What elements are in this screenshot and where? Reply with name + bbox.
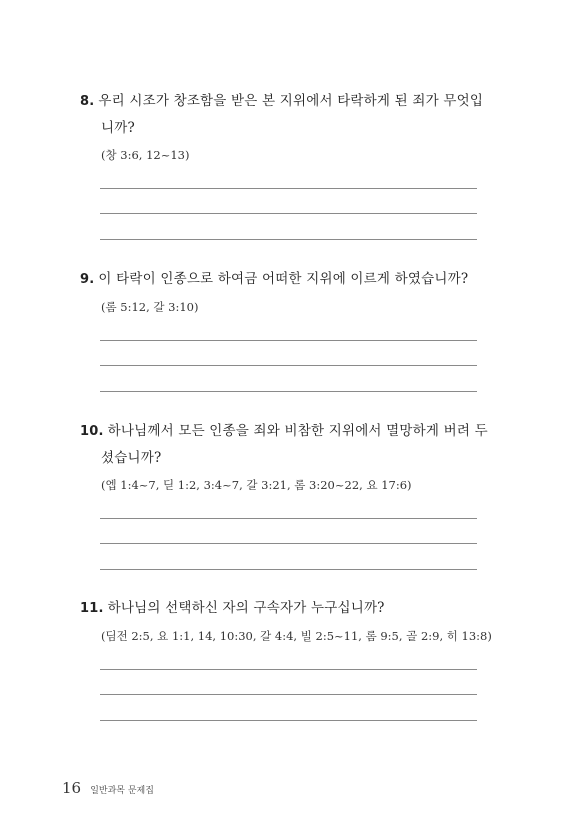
question-line: 하나님의 선택하신 자의 구속자가 누구십니까? — [107, 600, 385, 616]
question-text — [80, 418, 488, 445]
question-text — [80, 266, 480, 293]
answer-line[interactable] — [100, 720, 477, 721]
question-text-continued: 셨습니까? — [101, 450, 162, 466]
question-number: 8. — [80, 94, 95, 109]
scripture-reference: (엡 1:4~7, 딛 1:2, 3:4~7, 갈 3:21, 롬 3:20~22, 요 17:6) — [101, 478, 412, 492]
question-line: 우리 시조가 창조함을 받은 본 지위에서 타락하게 된 죄가 무엇입 — [98, 93, 484, 109]
scripture-reference: (롬 5:12, 갈 3:10) — [101, 300, 199, 314]
answer-line[interactable] — [100, 391, 477, 392]
answer-line[interactable] — [100, 669, 477, 670]
scripture-reference: (딤전 2:5, 요 1:1, 14, 10:30, 갈 4:4, 빌 2:5~11, 롬 9:5, 골 2:9, 히 13:8) — [101, 629, 492, 643]
answer-line[interactable] — [100, 518, 477, 519]
answer-line[interactable] — [100, 543, 477, 544]
answer-line[interactable] — [100, 569, 477, 570]
answer-line[interactable] — [100, 340, 477, 341]
question-line: 이 타락이 인종으로 하여금 어떠한 지위에 이르게 하였습니까? — [98, 271, 469, 287]
question-10 — [80, 418, 488, 495]
question-text — [80, 88, 484, 115]
page-number: 16 — [62, 779, 82, 797]
book-title: 일반과목 문제집 — [90, 786, 154, 796]
question-8 — [80, 88, 484, 165]
answer-line[interactable] — [100, 213, 477, 214]
question-text-continued: 니까? — [101, 120, 135, 136]
answer-line[interactable] — [100, 694, 477, 695]
answer-line[interactable] — [100, 188, 477, 189]
page-footer — [62, 778, 154, 797]
scripture-reference: (창 3:6, 12~13) — [101, 148, 190, 162]
question-number: 9. — [80, 272, 95, 287]
answer-line[interactable] — [100, 365, 477, 366]
question-number: 11. — [80, 601, 104, 616]
answer-line[interactable] — [100, 239, 477, 240]
question-number: 10. — [80, 424, 104, 439]
question-9 — [80, 266, 480, 317]
question-11 — [80, 595, 492, 646]
question-line: 하나님께서 모든 인종을 죄와 비참한 지위에서 멸망하게 버려 두 — [107, 423, 488, 439]
question-text — [80, 595, 480, 622]
